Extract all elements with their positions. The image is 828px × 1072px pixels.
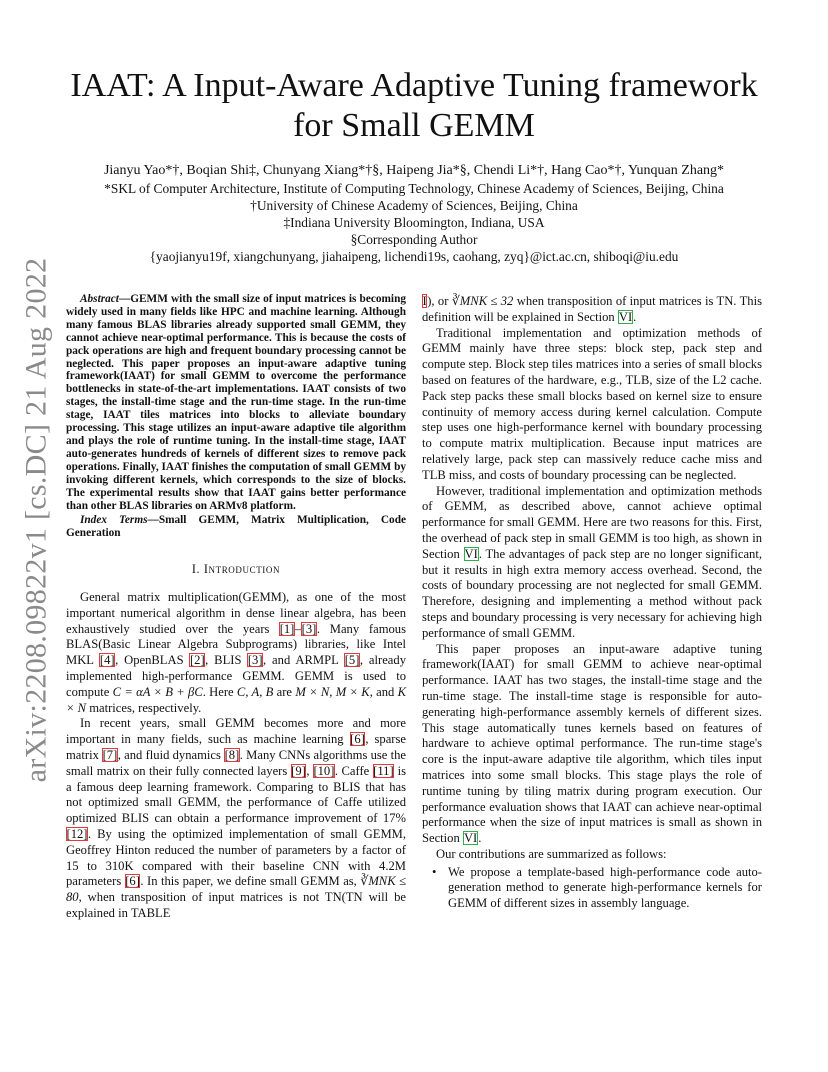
abstract: [66, 293, 406, 512]
section-number: I.: [191, 562, 201, 577]
section-link[interactable]: VI: [464, 546, 478, 561]
contributions-intro: Our contributions are summarized as follows:: [436, 846, 667, 861]
continued-paragraph: I), or ∛MNK ≤ 32 when transposition of input matrices is TN. This definition will be explained in Section VI.: [422, 294, 762, 324]
author-emails: {yaojianyu19f, xiangchunyang, jiahaipeng, lichendi19s, caohang, zyq}@ict.ac.cn, shiboqi@iu.edu: [149, 249, 679, 264]
intro-paragraph-2: In recent years, small GEMM becomes more and more important in many fields, such as machine learning [6], sparse matrix [7], and fluid dynamics [8]. Many CNNs algorithms use the small matrix on their fully connected layers [9], [10]. Caffe [11] is a famous deep learning framework. Comparing to BLIS that has not optimized small GEMM, the performance of Caffe utilized optimized BLIS can obtain a performance improvement of 17% [12]. By using the optimized implementation of small GEMM, Geoffrey Hinton reduced the number of parameters by a factor of 15 to 310K compared with their baseline CNN with 4.2M parameters [6]. In this paper, we define small GEMM as, ∛MNK ≤ 80, when transposition of input matrices is not TN(TN will be explained in TABLE: [66, 716, 406, 920]
section-link[interactable]: VI: [618, 309, 633, 324]
contribution-item: • We propose a template-based high-performance code auto-generation method to generate high-performance kernels for GEMM of different sizes in assembly language.: [448, 865, 762, 912]
contributions-list: [422, 865, 762, 912]
small-gemm-problems-paragraph: However, traditional implementation and optimization methods of GEMM, as described above, cannot achieve optimal performance for small GEMM. Here are two reasons for this. First, the overhead of pack step in small GEMM is too high, as shown in Section VI. The advantages of pack step are no longer significant, but it results in high extra memory access overhead. Second, the costs of boundary processing are not neglected for small GEMM. Therefore, designing and implementing a method without pack steps and boundary processing is very necessary for achieving high performance of small GEMM.: [422, 483, 762, 640]
tn-threshold-formula: ∛MNK ≤ 32: [451, 294, 514, 308]
abstract-text: —GEMM with the small size of input matrices is becoming widely used in many fields like HPC and machine learning. Although many famous BLAS libraries already supported small GEMM, they cannot achieve near-optimal performance. This is because the costs of pack operations are high and frequent boundary processing cannot be neglected. This paper proposes an input-aware adaptive tuning framework(IAAT) for small GEMM to overcome the performance bottlenecks in state-of-the-art implementations. IAAT consists of two stages, the install-time stage and the run-time stage. In the run-time stage, IAAT tiles matrices into blocks to alleviate boundary processing. This stage utilizes an input-aware adaptive tile algorithm and plays the role of runtime tuning. In the install-time stage, IAAT auto-generates hundreds of kernels of different sizes to remove pack operations. Finally, IAAT finishes the computation of small GEMM by invoking different kernels, which corresponds to the size of blocks. The experimental results show that IAAT gains better performance than other BLAS libraries on ARMv8 platform.: [66, 293, 406, 512]
citation-link[interactable]: [4]: [99, 653, 115, 668]
table-link[interactable]: I: [422, 294, 427, 308]
citation-link[interactable]: [1]: [279, 621, 295, 636]
author-names: Jianyu Yao*†, Boqian Shi‡, Chunyang Xiang*†§, Haipeng Jia*§, Chendi Li*†, Hang Cao*†, Yunquan Zhang*: [103, 163, 725, 178]
index-terms: [66, 514, 406, 540]
citation-link[interactable]: [9]: [291, 763, 306, 778]
citation-link[interactable]: [12]: [66, 826, 88, 841]
arxiv-identifier: [8, 257, 64, 783]
corresponding-author-note: §Corresponding Author: [350, 232, 478, 247]
citation-link[interactable]: [11]: [373, 763, 394, 778]
citation-link[interactable]: [3]: [247, 653, 263, 668]
index-terms-text: —Small GEMM, Matrix Multiplication, Code Generation: [66, 514, 406, 540]
citation-link[interactable]: [5]: [344, 653, 360, 668]
author-block: [60, 162, 768, 265]
citation-link[interactable]: [3]: [301, 621, 317, 636]
affiliation-ict: *SKL of Computer Architecture, Institute of Computing Technology, Chinese Academy of Sciences, Beijing, China: [104, 181, 724, 196]
affiliation-indiana: ‡Indiana University Bloomington, Indiana, USA: [283, 215, 545, 230]
gemm-formula: C = αA × B + βC: [112, 684, 203, 699]
left-column: [66, 293, 406, 922]
iaat-overview-paragraph: This paper proposes an input-aware adaptive tuning framework(IAAT) for small GEMM to achieve near-optimal performance. IAAT has two stages, the install-time stage and the run-time stage. The install-time stage is responsible for auto-generating high-performance assembly kernels of different sizes. This stage automatically tunes kernels based on features of hardware to achieve optimal performance. The run-time stage's core is the input-aware adaptive tile algorithm, which tiles input matrices into some small blocks. This stage plays the role of runtime tuning by tiling matrix during program execution. Our performance evaluation shows that IAAT can achieve near-optimal performance when the size of input matrices is small as shown in Section VI.: [422, 641, 762, 846]
abstract-label: Abstract: [80, 293, 119, 305]
paper-title: IAAT: A Input-Aware Adaptive Tuning framework for Small GEMM: [70, 67, 758, 144]
section-link[interactable]: VI: [463, 831, 478, 846]
arxiv-identifier-text: arXiv:2208.09822v1 [cs.DC] 21 Aug 2022: [19, 257, 53, 783]
index-terms-label: Index Terms: [80, 514, 148, 527]
traditional-methods-paragraph: Traditional implementation and optimization methods of GEMM mainly have three steps: block step, pack step and compute step. Block step tiles matrices into a series of small blocks based on features of the hardware, e.g., TLB, size of the L2 cache. Pack step packs these small blocks based on kernel size to ensure continuity of memory access during kernel calculation. Compute step uses one high-performance kernel with boundary processing to compute matrix multiplication. Because input matrices are relatively large, pack step can massively reduce cache miss and TLB miss, and costs of boundary processing can be neglected.: [422, 325, 762, 482]
citation-link[interactable]: [7]: [102, 747, 118, 762]
citation-link[interactable]: [10]: [313, 763, 335, 778]
right-column: [422, 294, 762, 912]
intro-paragraph-1: General matrix multiplication(GEMM), as one of the most important numerical algorithm in dense linear algebra, has been exhaustively studied over the years [1]–[3]. Many famous BLAS(Basic Linear Algebra Subprograms) libraries, like Intel MKL [4], OpenBLAS [2], BLIS [3], and ARMPL [5], already implemented high-performance GEMM. GEMM is used to compute C = αA × B + βC. Here C, A, B are M × N, M × K, and K × N matrices, respectively.: [66, 590, 407, 715]
affiliation-ucas: †University of Chinese Academy of Sciences, Beijing, China: [250, 198, 578, 213]
small-gemm-threshold-formula: ∛MNK ≤ 80: [66, 874, 406, 905]
citation-link[interactable]: [8]: [224, 747, 240, 762]
citation-link[interactable]: [6]: [350, 732, 365, 747]
section-heading-introduction: [66, 562, 406, 578]
section-title: Introduction: [203, 562, 281, 577]
citation-link[interactable]: [2]: [189, 653, 205, 668]
citation-link[interactable]: [6]: [125, 874, 140, 889]
